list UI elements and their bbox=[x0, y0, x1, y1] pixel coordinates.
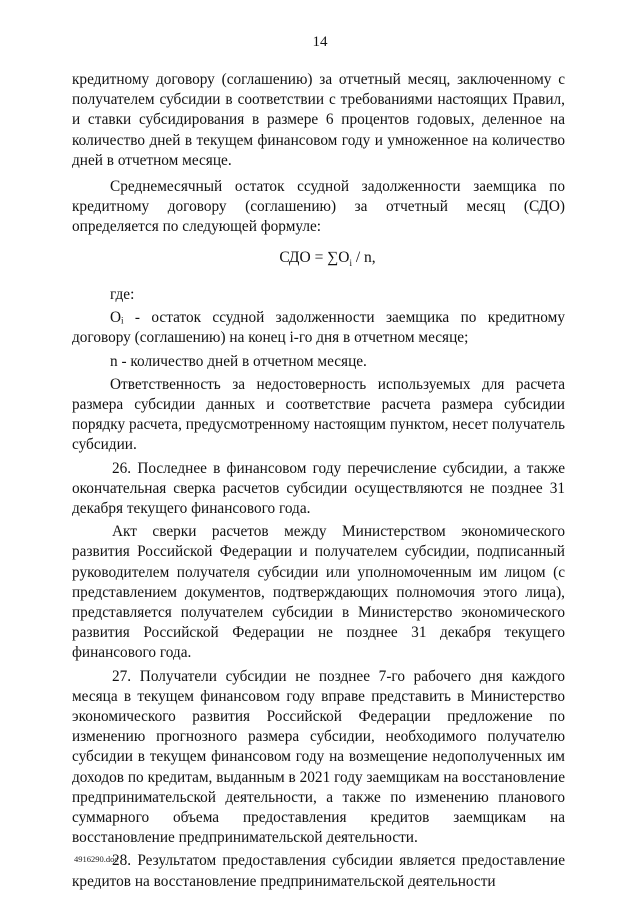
paragraph-26-act: Акт сверки расчетов между Министерством экономического развития Российской Федерации и получателем субсидии, подписанный руководителем получателя субсидии или уполномоченным им лицом (с представлением документов, подтверждающих полномочия этого лица), представляется получателем субсидии в Министерство экономического развития Российской Федерации не позднее 31 декабря текущего финансового года. bbox=[72, 523, 565, 662]
formula-subscript: i bbox=[349, 257, 352, 268]
footer-filename: 4916290.doc bbox=[74, 854, 119, 864]
paragraph-28: 28. Результатом предоставления субсидии является предоставление кредитов на восстановление предпринимательской деятельности bbox=[72, 852, 565, 890]
formula-rhs: / n, bbox=[351, 248, 376, 266]
page-number: 14 bbox=[312, 34, 328, 50]
formula-lhs: СДО = ∑O bbox=[279, 248, 350, 266]
paragraph-26: 26. Последнее в финансовом году перечисление субсидии, а также окончательная сверка расчетов субсидии осуществляются не позднее 31 декабря текущего финансового года. bbox=[72, 459, 565, 517]
formula-sdo bbox=[90, 248, 565, 273]
definition-oi: Oᵢ - остаток ссудной задолженности заемщика по кредитному договору (соглашению) на конец i-го дня в отчетном месяце; bbox=[72, 309, 565, 347]
paragraph-where: где: bbox=[110, 285, 135, 303]
paragraph-responsibility: Ответственность за недостоверность используемых для расчета размера субсидии данных и соответствие расчета размера субсидии порядку расчета, предусмотренному настоящим пунктом, несет получатель субсидии. bbox=[72, 375, 565, 454]
definition-n: n - количество дней в отчетном месяце. bbox=[110, 352, 367, 370]
paragraph-continuation: кредитному договору (соглашению) за отчетный месяц, заключенному с получателем субсидии в соответствии с требованиями настоящих Правил, и ставки субсидирования в размере 6 процентов годовых, деленное на количество дней в текущем финансовом году и умноженное на количество дней в отчетном месяце. bbox=[72, 71, 565, 169]
paragraph-sdo-definition: Среднемесячный остаток ссудной задолженности заемщика по кредитному договору (соглашению) за отчетный месяц (СДО) определяется по следующей формуле: bbox=[72, 178, 565, 236]
paragraph-27: 27. Получатели субсидии не позднее 7-го рабочего дня каждого месяца в текущем финансовом году вправе представить в Министерство экономического развития Российской Федерации предложение по изменению прогнозного размера субсидии, необходимого получателю субсидии в текущем финансовом году на возмещение недополученных им доходов по кредитам, выданным в 2021 году заемщикам на восстановление предпринимательской деятельности, а также по изменению планового суммарного объема предоставления кредитов заемщикам на восстановление предпринимательской деятельности. bbox=[72, 667, 565, 847]
document-body bbox=[72, 70, 565, 892]
